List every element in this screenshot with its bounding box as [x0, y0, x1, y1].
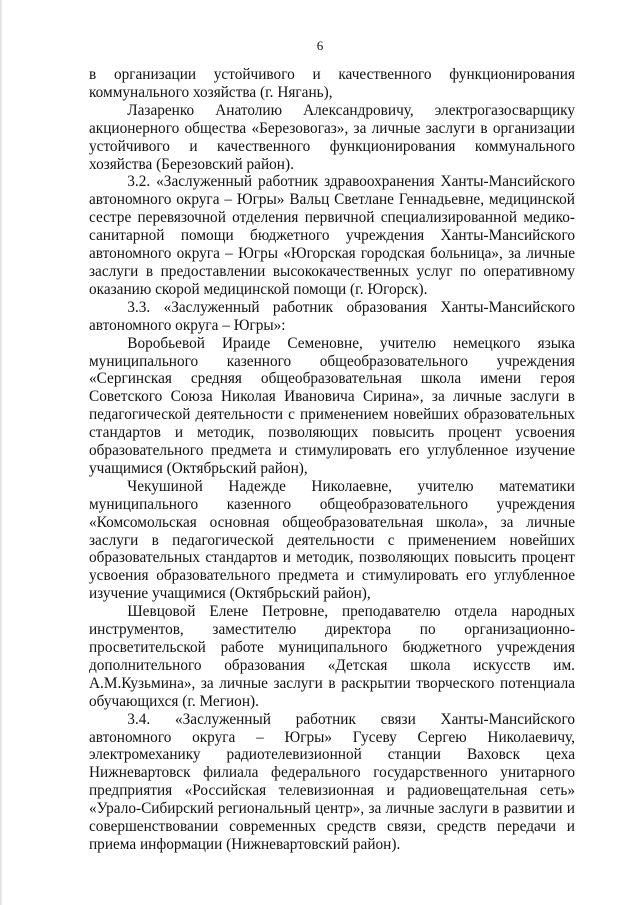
paragraph-vorobyeva: Воробьевой Ираиде Семеновне, учителю немецкого языка муниципального казенного общеобразовательного учреждения «Сергинская средняя общеобразовательная школа имени героя Советского Союза Николая Ивановича Сирина», за личные заслуги в педагогической деятельности с применением новейших образовательных стандартов и методик, позволяющих повысить процент усвоения образовательного предмета и стимулировать его углубленное изучение учащимися (Октябрьский район),: [89, 334, 575, 477]
paragraph-continuation: в организации устойчивого и качественного функционирования коммунального хозяйства (г. Нягань),: [89, 66, 575, 101]
paragraph-shevtsova: Шевцовой Елене Петровне, преподавателю отдела народных инструментов, заместителю директора по организационно-просветительской работе муниципального бюджетного учреждения дополнительного образования «Детская школа искусств им. А.М.Кузьмина», за личные заслуги в раскрытии творческого потенциала обучающихся (г. Мегион).: [89, 603, 575, 710]
scan-edge: [0, 0, 3, 905]
paragraph-chekushina: Чекушиной Надежде Николаевне, учителю математики муниципального казенного общеобразовательного учреждения «Комсомольская основная общеобразовательная школа», за личные заслуги в педагогической деятельности с применением новейших образовательных стандартов и методик, позволяющих повысить процент усвоения образовательного предмета и стимулировать его углубленное изучение учащимися (Октябрьский район),: [89, 477, 575, 603]
paragraph-section-3-3: 3.3. «Заслуженный работник образования Ханты-Мансийского автономного округа – Югры»:: [89, 298, 575, 334]
paragraph-section-3-2: 3.2. «Заслуженный работник здравоохранения Ханты-Мансийского автономного округа – Югры» Вальц Светлане Геннадьевне, медицинской сестре перевязочной отделения первичной специализированной медико-санитарной помощи бюджетного учреждения Ханты-Мансийского автономного округа – Югры «Югорская городская больница», за личные заслуги в предоставлении высококачественных услуг по оперативному оказанию скорой медицинской помощи (г. Югорск).: [89, 173, 575, 298]
paragraph-lazarenko: Лазаренко Анатолию Александровичу, электрогазосварщику акционерного общества «Березовогаз», за личные заслуги в организации устойчивого и качественного функционирования коммунального хозяйства (Березовский район).: [89, 101, 575, 173]
page-number: 6: [316, 38, 324, 53]
paragraph-section-3-4: 3.4. «Заслуженный работник связи Ханты-Мансийского автономного округа – Югры» Гусеву Сергею Николаевичу, электромеханику радиотелевизионной станции Ваховск цеха Нижневартовск филиала федерального государственного унитарного предприятия «Российская телевизионная и радиовещательная сеть» «Урало-Сибирский региональный центр», за личные заслуги в развитии и совершенствовании современных средств связи, средств передачи и приема информации (Нижневартовский район).: [89, 710, 575, 853]
document-body: [89, 66, 575, 854]
